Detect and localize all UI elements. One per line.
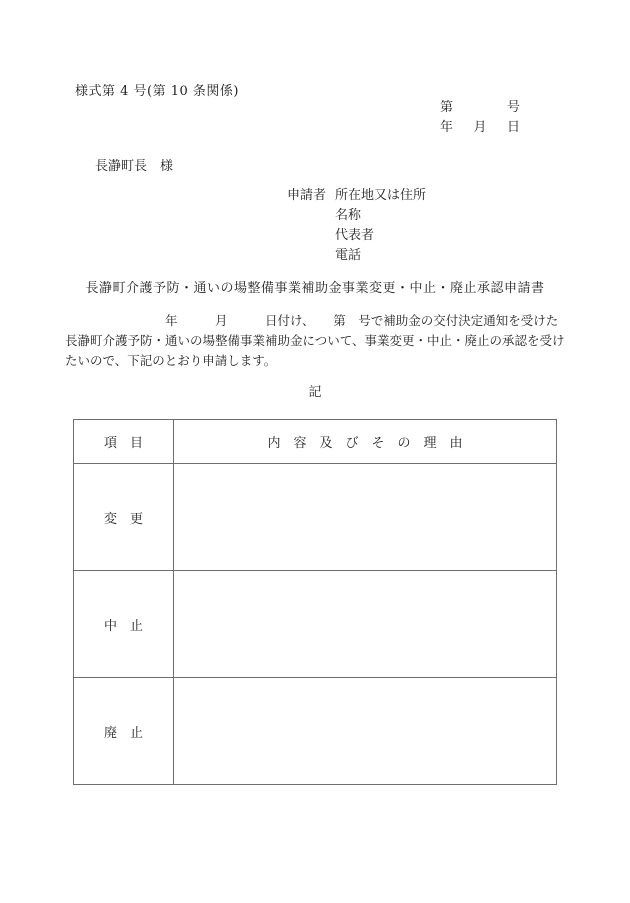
table-header-row <box>74 420 557 464</box>
row-change-content <box>174 464 557 571</box>
row-change-label: 変 更 <box>74 464 174 571</box>
table-row <box>74 571 557 678</box>
applicant-field-phone: 電話 <box>335 248 362 263</box>
row-suspension-content <box>174 571 557 678</box>
form-number: 様式第 4 号(第 10 条関係) <box>75 84 239 99</box>
body-line-2: 長瀞町介護予防・通いの場整備事業補助金について、事業変更・中止・廃止の承認を受け <box>65 333 565 348</box>
body-line-1: 年 月 日付け、 第 号で補助金の交付決定通知を受けた <box>65 313 559 328</box>
table-header-item: 項 目 <box>74 420 174 464</box>
row-abolition-label: 廃 止 <box>74 678 174 785</box>
addressee: 長瀞町長 様 <box>95 159 174 174</box>
row-abolition-content <box>174 678 557 785</box>
table-row <box>74 678 557 785</box>
doc-number-suffix: 号 <box>506 100 520 115</box>
document-number-line <box>440 98 520 118</box>
applicant-field-name: 名称 <box>335 208 362 223</box>
document-title: 長瀞町介護予防・通いの場整備事業補助金事業変更・中止・廃止承認申請書 <box>85 281 545 296</box>
applicant-field-address: 所在地又は住所 <box>335 188 427 203</box>
table-row <box>74 464 557 571</box>
date-year-label: 年 <box>440 120 454 135</box>
document-number-block <box>440 98 520 138</box>
row-suspension-label: 中 止 <box>74 571 174 678</box>
date-day-label: 日 <box>506 120 520 135</box>
date-month-label: 月 <box>473 120 487 135</box>
note-label: 記 <box>308 385 322 400</box>
body-paragraph <box>65 311 567 371</box>
approval-table <box>73 419 557 785</box>
applicant-label: 申請者 <box>287 188 327 203</box>
date-line <box>440 118 520 138</box>
applicant-fields <box>335 186 426 266</box>
applicant-field-representative: 代表者 <box>335 228 375 243</box>
body-line-3: たいので、下記のとおり申請します。 <box>65 353 277 368</box>
table-header-content: 内 容 及 び そ の 理 由 <box>174 420 557 464</box>
applicant-section <box>287 186 426 266</box>
doc-number-prefix: 第 <box>440 100 454 115</box>
